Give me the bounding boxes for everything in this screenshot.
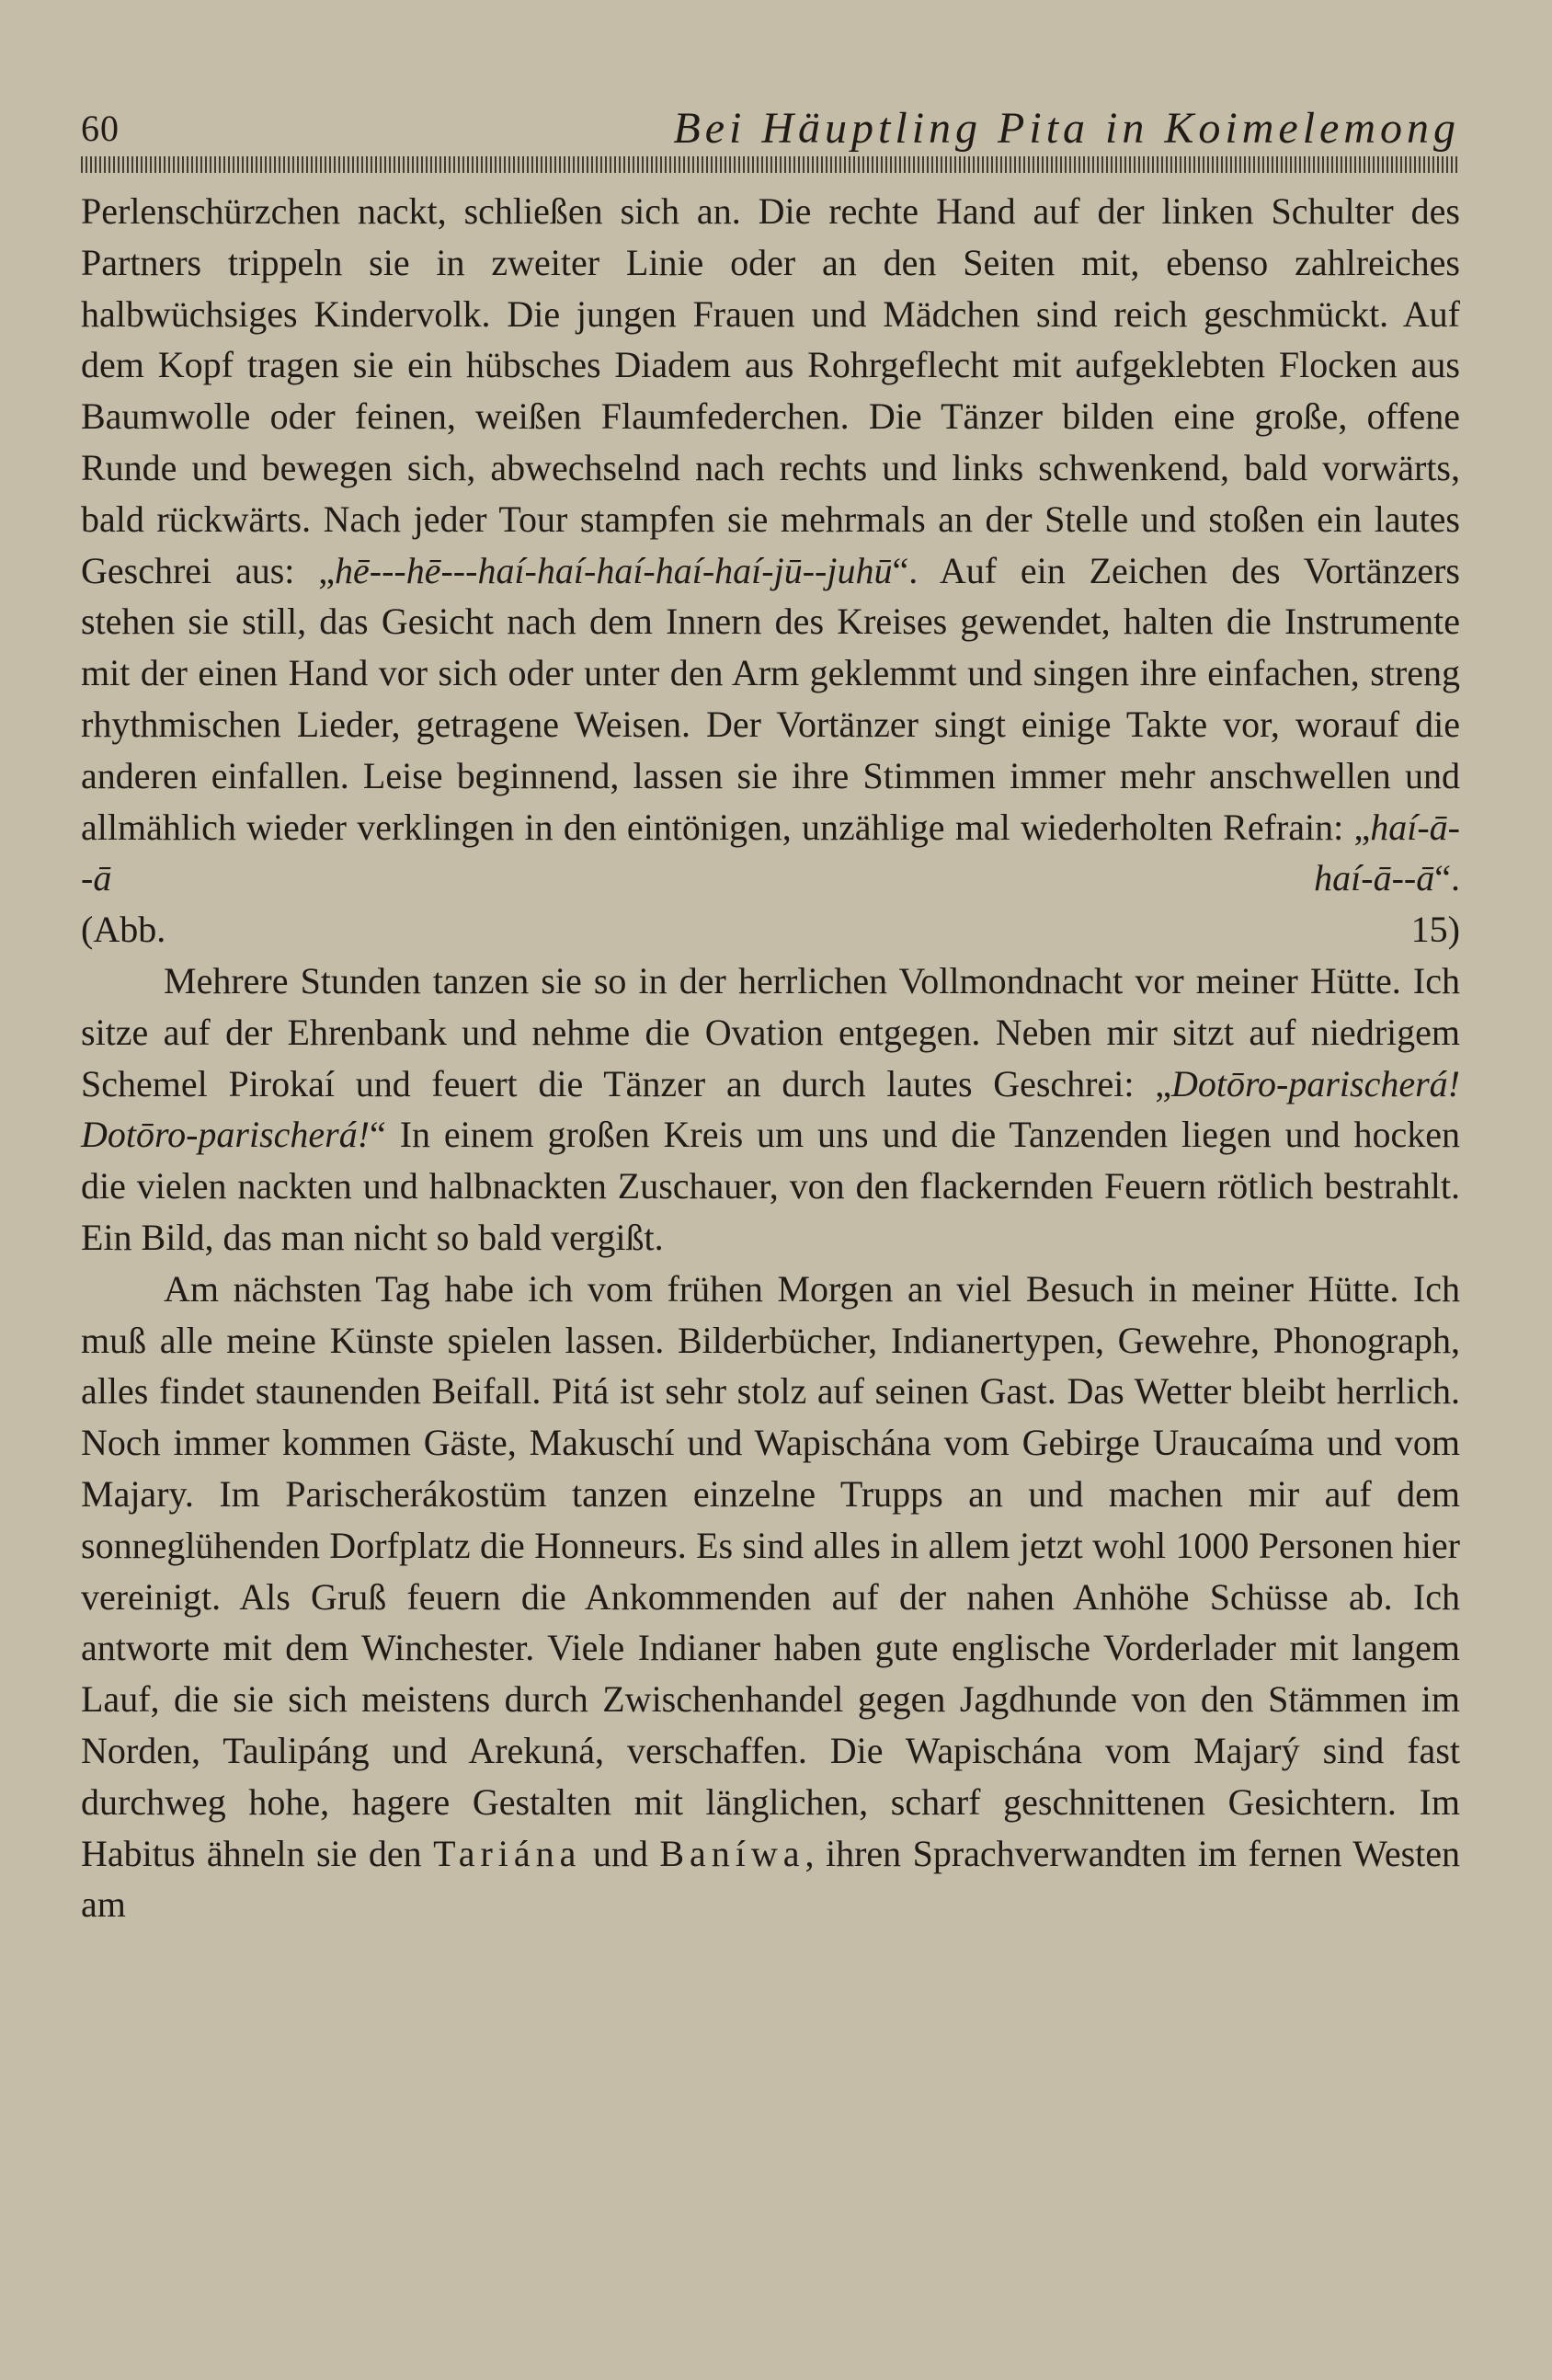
page-number: 60 [81, 108, 120, 149]
paragraph-3-conjunction: und [581, 1832, 660, 1874]
shout: Dotōro-parischerá! Dotōro-parischerá! [81, 1062, 1460, 1156]
book-page [81, 103, 1460, 1930]
body-text [81, 186, 1460, 1930]
tribe-name-tariana: Tariána [433, 1832, 582, 1874]
refrain: haí-ā--ā haí-ā--ā [81, 806, 1460, 899]
paragraph-2-text-a: Mehrere Stunden tanzen sie so in der herrlichen Vollmondnacht vor meiner Hütte. Ich sitze auf der Ehrenbank und nehme die Ovation entgegen. Neben mir sitzt auf niedrigem Schemel Pirokaí und feuert die Tänzer an durch lautes Geschrei: „ [81, 959, 1460, 1104]
running-head [81, 103, 1460, 153]
paragraph-3-text-a: Am nächsten Tag habe ich vom frühen Morgen an viel Besuch in meiner Hütte. Ich muß alle meine Künste spielen lassen. Bilderbücher, Indianertypen, Gewehre, Phonograph, alles findet staunenden Beifall. Pitá ist sehr stolz auf seinen Gast. Das Wetter bleibt herrlich. Noch immer kommen Gäste, Makuschí und Wapischána vom Gebirge Uraucaíma und vom Majary. Im Parischerákostüm tanzen einzelne Trupps an und machen mir auf dem sonneglühenden Dorfplatz die Honneurs. Es sind alles in allem jetzt wohl 1000 Personen hier vereinigt. Als Gruß feuern die Ankommenden auf der nahen Anhöhe Schüsse ab. Ich antworte mit dem Winchester. Viele Indianer haben gute englische Vorderlader mit langem Lauf, die sie sich meistens durch Zwischenhandel gegen Jagdhunde von den Stämmen im Norden, Taulipáng und Arekuná, verschaffen. Die Wapischána vom Majarý sind fast durchweg hohe, hagere Gestalten mit länglichen, scharf geschnittenen Gesichtern. Im Habitus ähneln sie den [81, 1267, 1460, 1874]
paragraph-3-text-b: , ihren Sprachverwandten im fernen Westen am [81, 1832, 1460, 1926]
paragraph-1-text-b: “. Auf ein Zeichen des Vortänzers stehen sie still, das Gesicht nach dem Innern des Kreises gewendet, halten die Instrumente mit der einen Hand vor sich oder unter den Arm geklemmt und singen ihre einfachen, streng rhythmischen Lieder, getragene Weisen. Der Vortänzer singt einige Takte vor, worauf die anderen einfallen. Leise beginnend, lassen sie ihre Stimmen immer mehr anschwellen und allmählich wieder verklingen in den eintönigen, unzählige mal wiederholten Refrain: „ [81, 549, 1460, 848]
dance-cry: hē---hē---haí-haí-haí-haí-haí-jū--juhū [335, 549, 893, 591]
figure-reference: (Abb. 15) [81, 909, 1460, 951]
tribe-name-baniwa: Baníwa [659, 1832, 805, 1874]
paragraph-1-text-a: Perlenschürzchen nackt, schließen sich an. Die rechte Hand auf der linken Schulter des Partners trippeln sie in zweiter Linie oder an den Seiten mit, ebenso zahlreiches halbwüchsiges Kindervolk. Die jungen Frauen und Mädchen sind reich geschmückt. Auf dem Kopf tragen sie ein hübsches Diadem aus Rohrgeflecht mit aufgeklebten Flocken aus Baumwolle oder feinen, weißen Flaumfederchen. Die Tänzer bilden eine große, offene Runde und bewegen sich, abwechselnd nach rechts und links schwenkend, bald vorwärts, bald rückwärts. Nach jeder Tour stampfen sie mehrmals an der Stelle und stoßen ein lautes Geschrei aus: „ [81, 190, 1460, 591]
paragraph-1-text-c: “. [1434, 857, 1460, 899]
paragraph-2-text-b: “ In einem großen Kreis um uns und die Tanzenden liegen und hocken die vielen nackten und halbnackten Zuschauer, von den flackernden Feuern rötlich bestrahlt. Ein Bild, das man nicht so bald vergißt. [81, 1114, 1460, 1258]
running-title: Bei Häuptling Pita in Koimelemong [673, 104, 1460, 153]
paragraph-3 [81, 1264, 1460, 1930]
paragraph-1 [81, 186, 1460, 955]
header-rule [81, 156, 1460, 173]
paragraph-2 [81, 955, 1460, 1264]
